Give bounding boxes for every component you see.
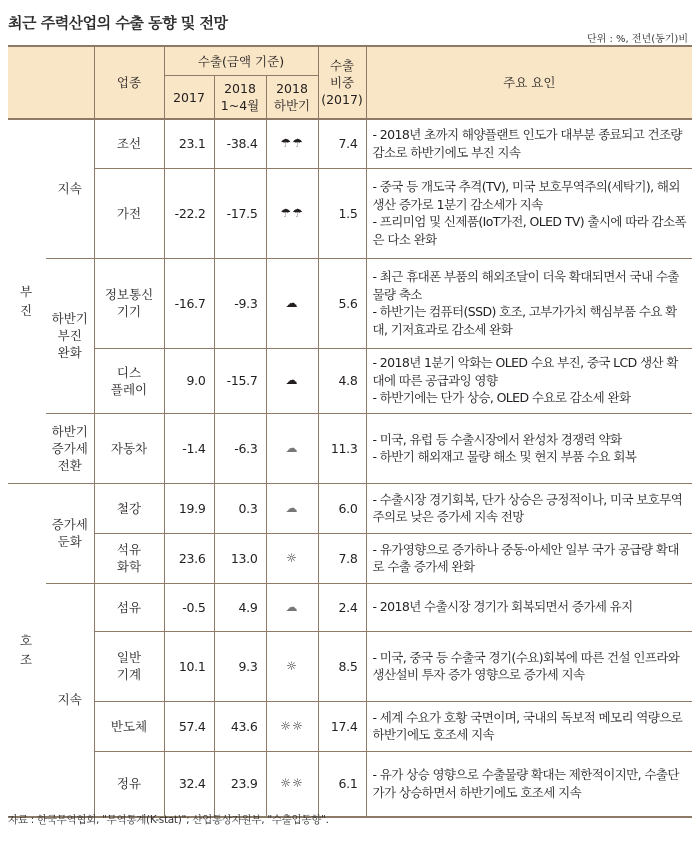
subcategory-sustained-good: 지속 <box>46 583 94 817</box>
cloud-icon: ☁ <box>266 348 318 413</box>
factors-cell <box>366 119 692 168</box>
header-2018-h2-line1: 2018 <box>276 81 308 96</box>
factor-line: - 유가 상승 영향으로 수출물량 확대는 제한적이지만, 수출단가가 상승하면서 하반기에도 호조세 지속 <box>372 767 679 800</box>
factor-line: - 유가영향으로 증가하나 중동·아세안 일부 국가 공급량 확대로 수출 증가세 완화 <box>372 541 679 574</box>
factor-line: - 미국, 중국 등 수출국 경기(수요)회복에 따른 건설 인프라와 생산설비 투자 증가 영향으로 증가세 지속 <box>372 649 680 682</box>
value-2017: -0.5 <box>164 583 214 631</box>
factors-cell <box>366 413 692 483</box>
header-share-line1: 수출 <box>329 58 355 73</box>
industry-cell <box>94 631 164 701</box>
factors-cell <box>366 533 692 583</box>
factor-line: - 2018년 1분기 악화는 OLED 수요 부진, 중국 LCD 생산 확대에 따른 공급과잉 영향 <box>372 355 678 388</box>
factor-line: - 하반기 해외재고 물량 해소 및 현지 부품 수요 회복 <box>372 449 637 464</box>
table-row <box>8 168 692 258</box>
header-share <box>318 46 366 119</box>
industry-line: 기계 <box>116 667 142 682</box>
table-row <box>8 533 692 583</box>
factor-line: - 하반기에는 단가 상승, OLED 수요로 감소세 완화 <box>372 390 631 406</box>
industry-line: 화학 <box>116 559 142 574</box>
value-2017: 23.1 <box>164 119 214 168</box>
value-2018-ytd: -6.3 <box>214 413 266 483</box>
category-good <box>8 483 46 817</box>
value-share: 6.1 <box>318 751 366 817</box>
value-2018-ytd: 13.0 <box>214 533 266 583</box>
value-share: 2.4 <box>318 583 366 631</box>
factors-cell <box>366 168 692 258</box>
header-share-line2: 비중 <box>329 75 355 90</box>
value-2018-ytd: -38.4 <box>214 119 266 168</box>
export-trend-table <box>8 45 692 818</box>
value-2017: 9.0 <box>164 348 214 413</box>
value-2017: 32.4 <box>164 751 214 817</box>
industry-line: 일반 <box>116 650 142 665</box>
value-share: 7.8 <box>318 533 366 583</box>
page-title: 최근 주력산업의 수출 동향 및 전망 <box>8 14 228 32</box>
industry-line: 기기 <box>116 304 142 319</box>
value-share: 8.5 <box>318 631 366 701</box>
value-share: 11.3 <box>318 413 366 483</box>
header-2017: 2017 <box>164 76 214 120</box>
double-sun-icon: ☼☼ <box>266 701 318 751</box>
value-2017: -22.2 <box>164 168 214 258</box>
table-row <box>8 119 692 168</box>
subcategory-h2-ease <box>46 258 94 413</box>
subcategory-h2-ease-line3: 완화 <box>57 345 82 360</box>
table-row <box>8 751 692 817</box>
header-sales-group: 수출(금액 기준) <box>164 46 318 76</box>
subcategory-sustained-slump: 지속 <box>46 119 94 258</box>
subcategory-slowing-line2: 둔화 <box>57 534 82 549</box>
sun-icon: ☼ <box>266 533 318 583</box>
double-sun-icon: ☼☼ <box>266 751 318 817</box>
subcategory-slowing-line1: 증가세 <box>51 517 88 532</box>
value-2018-ytd: 9.3 <box>214 631 266 701</box>
value-2017: 19.9 <box>164 483 214 533</box>
header-2018-h2 <box>266 76 318 120</box>
value-share: 7.4 <box>318 119 366 168</box>
industry-cell: 반도체 <box>94 701 164 751</box>
header-2018-ytd <box>214 76 266 120</box>
unit-note: 단위 : %, 전년(동기)비 <box>586 34 688 45</box>
table-row <box>8 483 692 533</box>
category-slump <box>8 119 46 483</box>
factors-cell <box>366 348 692 413</box>
table-row <box>8 583 692 631</box>
industry-cell <box>94 533 164 583</box>
industry-cell: 섬유 <box>94 583 164 631</box>
industry-line: 플레이 <box>110 381 148 397</box>
subcategory-h2-turn-line1: 하반기 <box>51 423 88 439</box>
umbrella-icon: ☂☂ <box>266 119 318 168</box>
value-2018-ytd: -15.7 <box>214 348 266 413</box>
factors-cell <box>366 701 692 751</box>
factor-line: - 최근 휴대폰 부품의 해외조달이 더욱 확대되면서 국내 수출물량 축소 <box>372 269 679 302</box>
industry-cell: 자동차 <box>94 413 164 483</box>
industry-cell: 조선 <box>94 119 164 168</box>
header-2018-ytd-line2: 1~4월 <box>220 98 260 113</box>
factors-cell <box>366 751 692 817</box>
light-cloud-icon: ☁ <box>266 483 318 533</box>
industry-cell: 정유 <box>94 751 164 817</box>
factor-line: - 수출시장 경기회복, 단가 상승은 긍정적이나, 미국 보호무역주의로 낮은 증가세 지속 전망 <box>372 491 683 524</box>
light-cloud-icon: ☁ <box>266 583 318 631</box>
value-2018-ytd: -17.5 <box>214 168 266 258</box>
header-blank <box>46 46 94 119</box>
value-share: 17.4 <box>318 701 366 751</box>
subcategory-slowing <box>46 483 94 583</box>
industry-line: 석유 <box>116 542 142 557</box>
factor-line: - 중국 등 개도국 추격(TV), 미국 보호무역주의(세탁기), 해외생산 증가로 1분기 감소세가 지속 <box>372 179 680 212</box>
subcategory-h2-ease-line2: 부진 <box>57 328 82 343</box>
value-share: 1.5 <box>318 168 366 258</box>
value-2017: -16.7 <box>164 258 214 348</box>
value-2018-ytd: 43.6 <box>214 701 266 751</box>
factor-line: - 2018년 초까지 해양플랜트 인도가 대부분 종료되고 건조량 감소로 하반기에도 부진 지속 <box>372 127 682 160</box>
umbrella-icon: ☂☂ <box>266 168 318 258</box>
value-2018-ytd: -9.3 <box>214 258 266 348</box>
table-row <box>8 348 692 413</box>
category-slump-label: 부진 <box>20 284 35 319</box>
category-good-label: 호조 <box>20 632 35 667</box>
value-share: 5.6 <box>318 258 366 348</box>
cloud-icon: ☁ <box>266 258 318 348</box>
industry-cell: 가전 <box>94 168 164 258</box>
header-blank <box>8 46 46 119</box>
value-2017: 10.1 <box>164 631 214 701</box>
value-2017: 23.6 <box>164 533 214 583</box>
value-2017: 57.4 <box>164 701 214 751</box>
table-row <box>8 701 692 751</box>
value-2018-ytd: 0.3 <box>214 483 266 533</box>
header-factors: 주요 요인 <box>366 46 692 119</box>
factors-cell <box>366 583 692 631</box>
subcategory-h2-turn-line2: 증가세 <box>51 440 88 456</box>
subcategory-h2-ease-line1: 하반기 <box>51 311 88 326</box>
factors-cell <box>366 631 692 701</box>
table-row <box>8 258 692 348</box>
value-share: 6.0 <box>318 483 366 533</box>
header-2018-h2-line2: 하반기 <box>273 98 311 113</box>
table-row <box>8 631 692 701</box>
factor-line: - 2018년 수출시장 경기가 회복되면서 증가세 유지 <box>372 599 633 615</box>
subcategory-h2-turn <box>46 413 94 483</box>
value-2018-ytd: 23.9 <box>214 751 266 817</box>
value-share: 4.8 <box>318 348 366 413</box>
factors-cell <box>366 258 692 348</box>
industry-cell: 철강 <box>94 483 164 533</box>
industry-cell <box>94 258 164 348</box>
factor-line: - 프리미엄 및 신제품(IoT가전, OLED TV) 출시에 따라 감소폭은 다소 완화 <box>372 214 686 247</box>
industry-line: 정보통신 <box>104 287 154 302</box>
value-2017: -1.4 <box>164 413 214 483</box>
header-2018-ytd-line1: 2018 <box>224 81 256 96</box>
factor-line: - 하반기는 컴퓨터(SSD) 호조, 고부가가치 핵심부품 수요 확대, 기저효과로 감소세 완화 <box>372 304 677 337</box>
industry-line: 디스 <box>116 364 142 380</box>
header-share-line3: (2017) <box>321 92 363 107</box>
factor-line: - 세계 수요가 호황 국면이며, 국내의 독보적 메모리 역량으로 하반기에도 호조세 지속 <box>372 709 683 742</box>
table-row <box>8 413 692 483</box>
factors-cell <box>366 483 692 533</box>
source-note: 자료 : 한국무역협회, "무역통계(K-stat)"; 산업통상자원부, "수출입동향". <box>8 814 329 826</box>
value-2018-ytd: 4.9 <box>214 583 266 631</box>
sun-icon: ☼ <box>266 631 318 701</box>
light-cloud-icon: ☁ <box>266 413 318 483</box>
header-industry: 업종 <box>94 46 164 119</box>
factor-line: - 미국, 유럽 등 수출시장에서 완성차 경쟁력 약화 <box>372 431 622 447</box>
subcategory-h2-turn-line3: 전환 <box>57 457 82 473</box>
industry-cell <box>94 348 164 413</box>
